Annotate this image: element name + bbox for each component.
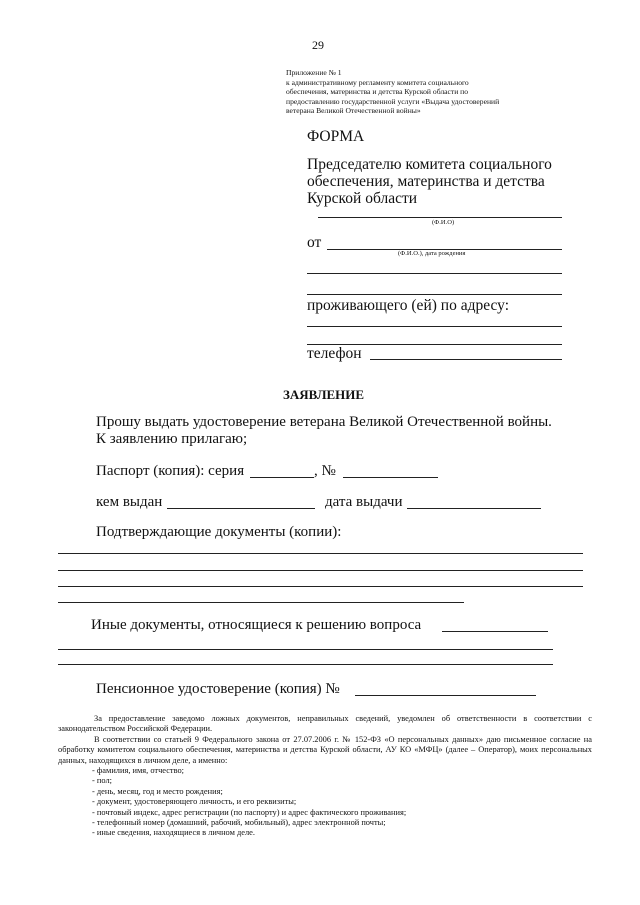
- form-label: ФОРМА: [307, 128, 365, 145]
- addressee-line-2: обеспечения, материнства и детства: [307, 173, 545, 190]
- personal-data-list: [58, 766, 592, 839]
- fio-input-line[interactable]: [318, 217, 562, 218]
- list-item: - день, месяц, год и место рождения;: [92, 786, 223, 796]
- appendix-note: [286, 68, 586, 116]
- consent-text: В соответствии со статьей 9 Федерального закона от 27.07.2006 г. № 152-ФЗ «О персональных данных» даю письменное согласие на обработку комитетом социального обеспечения, материнства и детства Курской области, АУ КО «МФЦ» (далее – Оператор), моих персональных данных, находящихся в личном деле, а именно:: [58, 734, 592, 765]
- passport-number-input[interactable]: [343, 477, 438, 478]
- list-item: - телефонный номер (домашний, рабочий, мобильный), адрес электронной почты;: [92, 818, 386, 828]
- other-docs-label: Иные документы, относящиеся к решению вопроса: [91, 617, 422, 633]
- consent-block: [58, 714, 592, 839]
- list-item: - фамилия, имя, отчество;: [92, 766, 184, 776]
- passport-label: Паспорт (копия): серия: [96, 463, 245, 479]
- issue-date-input[interactable]: [407, 508, 541, 509]
- list-item: - иные сведения, находящиеся в личном деле.: [92, 828, 255, 838]
- liability-notice: За предоставление заведомо ложных документов, неправильных сведений, уведомлен об ответственности в соответствии с законодательством Российской Федерации.: [58, 714, 592, 734]
- issued-by-label: кем выдан: [96, 494, 163, 510]
- passport-series-input[interactable]: [250, 477, 314, 478]
- list-item: - почтовый индекс, адрес регистрации (по паспорту) и адрес фактического проживания;: [92, 807, 407, 817]
- address-input-line[interactable]: [307, 326, 562, 327]
- issue-date-label: дата выдачи: [325, 494, 403, 510]
- confirming-docs-line[interactable]: [58, 586, 583, 587]
- address-blank-line[interactable]: [307, 294, 562, 295]
- attach-text: К заявлению прилагаю;: [96, 431, 248, 447]
- passport-number-sep: , №: [314, 463, 336, 479]
- appendix-line: предоставлению государственной услуги «Выдача удостоверений: [286, 96, 500, 106]
- pension-number-input[interactable]: [355, 695, 536, 696]
- document-title: ЗАЯВЛЕНИЕ: [283, 387, 365, 402]
- addressee-line-3: Курской области: [307, 190, 418, 207]
- confirming-docs-line[interactable]: [58, 570, 583, 571]
- address-blank-line[interactable]: [307, 273, 562, 274]
- phone-input-line[interactable]: [370, 359, 562, 360]
- addressee-line-1: Председателю комитета социального: [307, 156, 552, 173]
- list-item: - документ, удостоверяющего личность, и его реквизиты;: [92, 797, 297, 807]
- appendix-line: обеспечения, материнства и детства Курской области по: [286, 87, 469, 97]
- appendix-line: ветерана Великой Отечественной войны»: [286, 106, 421, 116]
- other-docs-input[interactable]: [442, 631, 548, 632]
- from-caption: (Ф.И.О.), дата рождения: [398, 250, 466, 257]
- issued-by-input[interactable]: [167, 508, 315, 509]
- other-docs-line[interactable]: [58, 664, 553, 665]
- pension-label: Пенсионное удостоверение (копия) №: [96, 681, 340, 697]
- other-docs-line[interactable]: [58, 649, 553, 650]
- appendix-line: Приложение № 1: [286, 68, 342, 77]
- phone-label: телефон: [307, 345, 362, 362]
- list-item: - пол;: [92, 776, 112, 786]
- appendix-line: к административному регламенту комитета социального: [286, 77, 469, 87]
- confirming-docs-label: Подтверждающие документы (копии):: [96, 524, 342, 540]
- residing-label: проживающего (ей) по адресу:: [307, 297, 509, 314]
- request-text: Прошу выдать удостоверение ветерана Великой Отечественной войны.: [96, 414, 552, 430]
- from-label: от: [307, 234, 322, 251]
- confirming-docs-line[interactable]: [58, 553, 583, 554]
- confirming-docs-line[interactable]: [58, 602, 464, 603]
- page-number: 29: [312, 38, 324, 52]
- fio-caption: (Ф.И.О): [432, 219, 455, 226]
